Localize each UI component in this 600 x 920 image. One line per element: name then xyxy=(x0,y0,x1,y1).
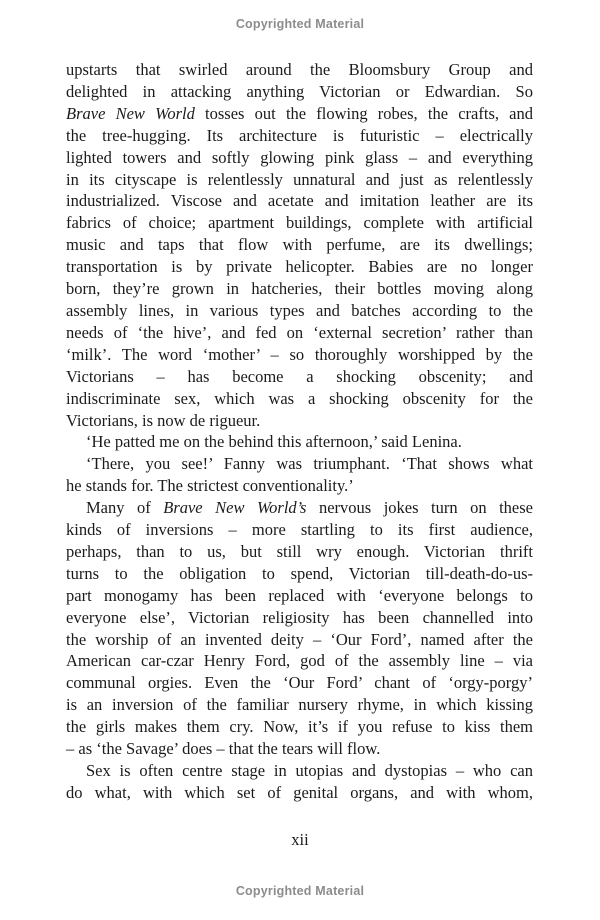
text-segment: nervous jokes turn on these xyxy=(306,498,533,518)
text-line xyxy=(66,190,533,212)
text-segment: ‘He patted me on the behind this afternoon,’ said Lenina. xyxy=(86,432,462,452)
text-line xyxy=(66,344,533,366)
text-segment: American car-czar Henry Ford, god of the assembly line – via xyxy=(66,651,533,671)
text-line xyxy=(66,81,533,103)
text-segment: delighted in attacking anything Victorian or Edwardian. So xyxy=(66,81,533,101)
text-segment: do what, with which set of genital organs, and with whom, xyxy=(66,782,533,802)
text-segment: upstarts that swirled around the Bloomsbury Group and xyxy=(66,60,533,79)
text-line xyxy=(66,607,533,629)
text-line xyxy=(66,760,533,782)
text-line xyxy=(66,169,533,191)
text-line xyxy=(66,716,533,738)
text-line xyxy=(66,738,533,760)
text-segment: kinds of inversions – more startling to its first audience, xyxy=(66,520,533,540)
text-segment: music and taps that flow with perfume, are its dwellings; xyxy=(66,235,533,255)
text-segment: assembly lines, in various types and batches according to the xyxy=(66,300,533,320)
text-segment: he stands for. The strictest conventionality.’ xyxy=(66,476,354,496)
text-line xyxy=(66,278,533,300)
text-line xyxy=(66,782,533,804)
text-line xyxy=(66,497,533,519)
text-line xyxy=(66,388,533,410)
copyright-watermark-bottom: Copyrighted Material xyxy=(235,884,365,898)
text-line xyxy=(66,672,533,694)
text-segment: the girls makes them cry. Now, it’s if you refuse to kiss them xyxy=(66,717,533,737)
text-line xyxy=(66,322,533,344)
text-segment: in its cityscape is relentlessly unnatural and just as relentlessly xyxy=(66,169,533,189)
text-line xyxy=(66,366,533,388)
text-line xyxy=(66,563,533,585)
text-segment: everyone else’, Victorian religiosity has been channelled into xyxy=(66,607,533,627)
text-segment: industrialized. Viscose and acetate and imitation leather are its xyxy=(66,191,533,211)
text-segment: Sex is often centre stage in utopias and dystopias – who can xyxy=(86,761,533,780)
text-segment: Many of xyxy=(86,498,164,518)
italic-text-segment: Brave New World xyxy=(66,103,195,123)
text-segment: Victorians, is now de rigueur. xyxy=(66,410,261,430)
text-segment: indiscriminate sex, which was a shocking obscenity for the xyxy=(66,388,533,408)
text-line xyxy=(66,147,533,169)
text-line xyxy=(66,125,533,147)
text-segment: the tree-hugging. Its architecture is futuristic – electrically xyxy=(66,125,533,145)
text-line xyxy=(66,103,533,125)
text-line xyxy=(66,629,533,651)
text-segment: born, they’re grown in hatcheries, their bottles moving along xyxy=(66,279,533,299)
text-line xyxy=(66,453,533,475)
body-text xyxy=(66,59,533,804)
text-segment: perhaps, than to us, but still wry enough. Victorian thrift xyxy=(66,541,533,561)
text-segment: Victorians – has become a shocking obscenity; and xyxy=(66,366,533,386)
page-number: xii xyxy=(291,830,309,849)
text-segment: – as ‘the Savage’ does – that the tears will flow. xyxy=(66,739,381,759)
text-line xyxy=(66,650,533,672)
text-line xyxy=(66,59,533,81)
italic-text-segment: Brave New World’s xyxy=(163,498,307,518)
text-line xyxy=(66,585,533,607)
text-line xyxy=(66,300,533,322)
text-segment: turns to the obligation to spend, Victorian till-death-do-us- xyxy=(66,563,533,583)
text-line xyxy=(66,212,533,234)
text-segment: lighted towers and softly glowing pink glass – and everything xyxy=(66,147,533,167)
text-segment: transportation is by private helicopter. Babies are no longer xyxy=(66,257,533,277)
text-segment: is an inversion of the familiar nursery rhyme, in which kissing xyxy=(66,695,533,715)
text-line xyxy=(66,541,533,563)
text-segment: the worship of an invented deity – ‘Our Ford’, named after the xyxy=(66,629,533,649)
text-line xyxy=(66,519,533,541)
text-segment: tosses out the flowing robes, the crafts, and xyxy=(194,103,534,123)
text-segment: needs of ‘the hive’, and fed on ‘external secretion’ rather than xyxy=(66,322,533,342)
text-line xyxy=(66,256,533,278)
text-segment: fabrics of choice; apartment buildings, complete with artificial xyxy=(66,213,533,233)
text-segment: ‘milk’. The word ‘mother’ – so thoroughly worshipped by the xyxy=(66,344,533,364)
text-line xyxy=(66,431,533,453)
text-line xyxy=(66,694,533,716)
text-line xyxy=(66,410,533,432)
text-line xyxy=(66,234,533,256)
text-segment: ‘There, you see!’ Fanny was triumphant. ‘That shows what xyxy=(86,454,533,474)
copyright-watermark-top: Copyrighted Material xyxy=(235,17,365,31)
text-line xyxy=(66,475,533,497)
text-segment: communal orgies. Even the ‘Our Ford’ chant of ‘orgy-porgy’ xyxy=(66,673,533,693)
text-segment: part monogamy has been replaced with ‘everyone belongs to xyxy=(66,585,533,605)
